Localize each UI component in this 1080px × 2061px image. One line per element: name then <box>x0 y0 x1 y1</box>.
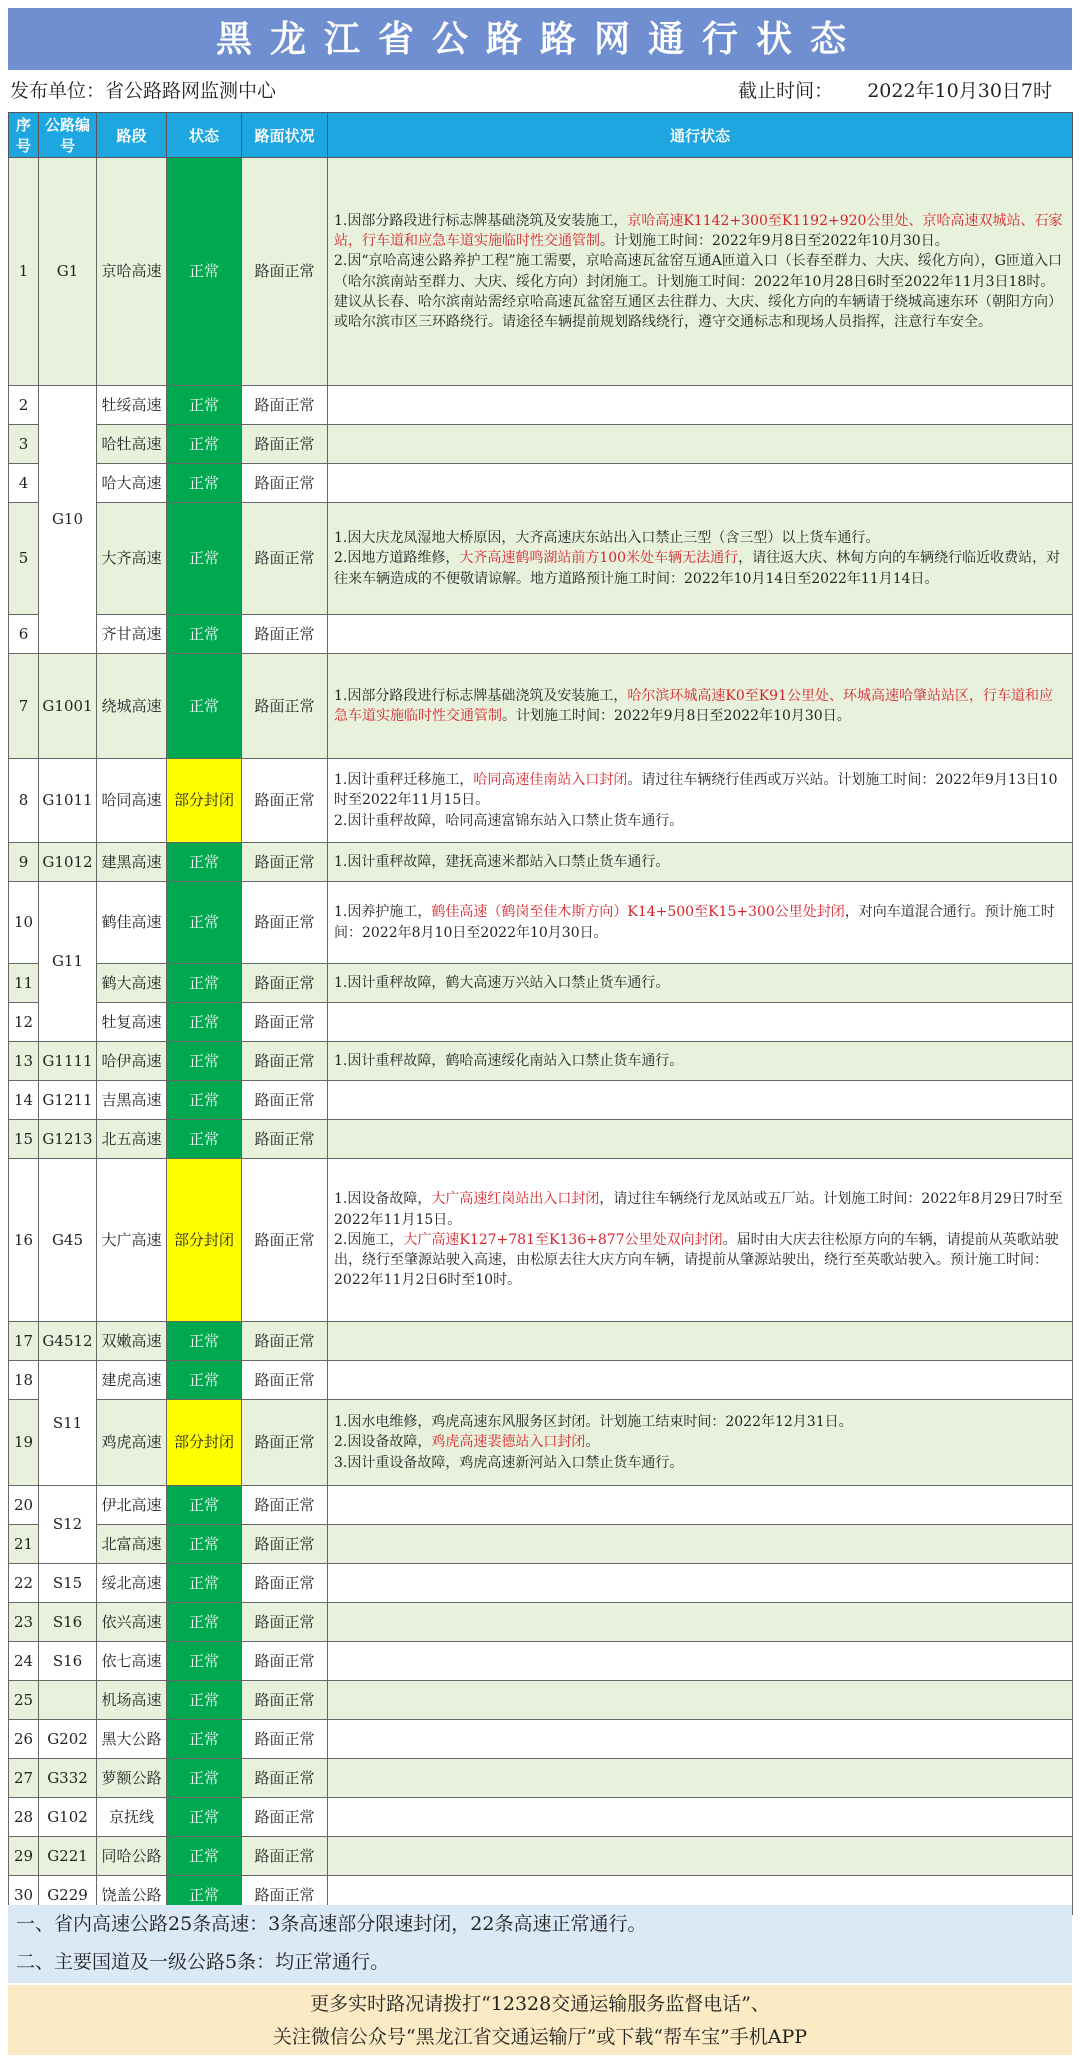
table-row <box>9 1642 1073 1681</box>
road-section: 绥北高速 <box>97 1564 167 1603</box>
notes-text: 1.因部分路段进行标志牌基础浇筑及安装施工， <box>334 687 628 704</box>
notes-highlight: 哈同高速佳南站入口封闭 <box>473 772 628 789</box>
table-row <box>9 1003 1073 1042</box>
surface-condition: 路面正常 <box>242 1720 328 1759</box>
surface-condition: 路面正常 <box>242 1003 328 1042</box>
status-cell: 正常 <box>167 843 242 882</box>
table-row <box>9 882 1073 964</box>
notes-text: 1.因计重秤故障，建抚高速米都站入口禁止货车通行。 <box>334 853 670 870</box>
status-cell: 正常 <box>167 1486 242 1525</box>
notes-text: 2.因“京哈高速公路养护工程”施工需要，京哈高速瓦盆窑互通A匝道入口（长春至群力、大庆、绥化方向），G匝道入口（哈尔滨南站至群力、大庆、绥化方向）封闭施工。计划施工时间：2022年10月28日6时至2022年11月3日18时。建议从长春、哈尔滨南站需经京哈高速瓦盆窑互通区去往群力、大庆、绥化方向的车辆请于绕城高速东环（朝阳方向）或哈尔滨市区三环路绕行。请途径车辆提前规划路线绕行，遵守交通标志和现场人员指挥，注意行车安全。 <box>334 253 1062 331</box>
table-row <box>9 615 1073 654</box>
road-section: 黑大公路 <box>97 1720 167 1759</box>
notes-paragraph <box>334 1051 1066 1071</box>
status-cell: 正常 <box>167 1003 242 1042</box>
row-number: 9 <box>9 843 39 882</box>
road-section: 建黑高速 <box>97 843 167 882</box>
road-code: G10 <box>39 386 97 654</box>
notes-text: 。请过往车辆绕行佳西或万兴站。计划施工时间：2022年9月13日10时至2022年11月15日。 <box>334 772 1058 809</box>
notes-highlight: 鹤佳高速（鹤岗至佳木斯方向）K14+500至K15+300公里处封闭 <box>431 904 845 921</box>
status-cell: 正常 <box>167 882 242 964</box>
traffic-notes <box>328 1720 1073 1759</box>
summary-line-2: 二、主要国道及一级公路5条：均正常通行。 <box>16 1951 390 1973</box>
row-number: 1 <box>9 158 39 386</box>
status-cell: 正常 <box>167 1681 242 1720</box>
notes-highlight: 哈尔滨环城高速K0至K91公里处、环城高速哈肇站站区，行车道和应急车道实施临时性交通管制 <box>334 687 1053 724</box>
traffic-notes <box>328 1042 1073 1081</box>
status-cell: 正常 <box>167 1603 242 1642</box>
traffic-notes <box>328 1525 1073 1564</box>
footer-panel <box>8 1985 1072 2055</box>
status-cell: 正常 <box>167 1525 242 1564</box>
page-title: 黑龙江省公路路网通行状态 <box>8 8 1072 70</box>
surface-condition: 路面正常 <box>242 158 328 386</box>
surface-condition: 路面正常 <box>242 1876 328 1915</box>
col-header-code: 公路编号 <box>39 113 97 158</box>
notes-paragraph <box>334 811 1066 831</box>
road-code: G332 <box>39 1759 97 1798</box>
row-number: 29 <box>9 1837 39 1876</box>
road-section: 大广高速 <box>97 1159 167 1322</box>
traffic-notes <box>328 1681 1073 1720</box>
surface-condition: 路面正常 <box>242 843 328 882</box>
row-number: 11 <box>9 964 39 1003</box>
road-section: 萝额公路 <box>97 1759 167 1798</box>
surface-condition: 路面正常 <box>242 964 328 1003</box>
col-header-section: 路段 <box>97 113 167 158</box>
row-number: 23 <box>9 1603 39 1642</box>
traffic-notes <box>328 759 1073 843</box>
row-number: 3 <box>9 425 39 464</box>
road-section: 牡绥高速 <box>97 386 167 425</box>
table-body <box>9 158 1073 1915</box>
notes-text: 1.因养护施工， <box>334 904 432 921</box>
traffic-notes <box>328 615 1073 654</box>
road-code: G1213 <box>39 1120 97 1159</box>
summary-panel <box>8 1905 1072 1983</box>
surface-condition: 路面正常 <box>242 1759 328 1798</box>
road-code: G4512 <box>39 1322 97 1361</box>
road-code: S16 <box>39 1642 97 1681</box>
road-code <box>39 1681 97 1720</box>
road-section: 牡复高速 <box>97 1003 167 1042</box>
traffic-notes <box>328 1120 1073 1159</box>
surface-condition: 路面正常 <box>242 1837 328 1876</box>
row-number: 6 <box>9 615 39 654</box>
road-status-table <box>8 112 1073 1915</box>
traffic-notes <box>328 1564 1073 1603</box>
traffic-notes <box>328 654 1073 759</box>
notes-text: 1.因水电维修，鸡虎高速东风服务区封闭。计划施工结束时间：2022年12月31日。 <box>334 1414 853 1431</box>
row-number: 26 <box>9 1720 39 1759</box>
traffic-notes <box>328 882 1073 964</box>
row-number: 17 <box>9 1322 39 1361</box>
road-code: G202 <box>39 1720 97 1759</box>
road-section: 绕城高速 <box>97 654 167 759</box>
notes-paragraph <box>334 1189 1066 1230</box>
row-number: 14 <box>9 1081 39 1120</box>
status-cell: 正常 <box>167 1720 242 1759</box>
notes-highlight: 大广高速红岗站出入口封闭 <box>431 1191 600 1208</box>
notes-text: ，请往返大庆、林甸方向的车辆绕行临近收费站，对往来车辆造成的不便敬请谅解。地方道路预计施工时间：2022年10月14日至2022年11月14日。 <box>334 550 1061 587</box>
table-row <box>9 158 1073 386</box>
table-row <box>9 1159 1073 1322</box>
footer-line-2: 关注微信公众号“黑龙江省交通运输厅”或下载“帮车宝”手机APP <box>272 2026 808 2048</box>
notes-paragraph <box>334 1432 1066 1452</box>
table-row <box>9 759 1073 843</box>
surface-condition: 路面正常 <box>242 1322 328 1361</box>
row-number: 22 <box>9 1564 39 1603</box>
notes-text: 1.因计重秤故障，鹤大高速万兴站入口禁止货车通行。 <box>334 974 670 991</box>
notes-paragraph <box>334 852 1066 872</box>
status-cell: 正常 <box>167 1876 242 1915</box>
status-cell: 部分封闭 <box>167 1400 242 1486</box>
road-section: 哈大高速 <box>97 464 167 503</box>
status-cell: 部分封闭 <box>167 759 242 843</box>
road-section: 哈伊高速 <box>97 1042 167 1081</box>
road-code: G102 <box>39 1798 97 1837</box>
table-row <box>9 1042 1073 1081</box>
notes-text: 。计划施工时间：2022年9月8日至2022年10月30日。 <box>600 232 949 249</box>
surface-condition: 路面正常 <box>242 425 328 464</box>
traffic-notes <box>328 1361 1073 1400</box>
notes-paragraph <box>334 528 1066 548</box>
traffic-notes <box>328 1159 1073 1322</box>
row-number: 21 <box>9 1525 39 1564</box>
surface-condition: 路面正常 <box>242 759 328 843</box>
road-section: 哈牡高速 <box>97 425 167 464</box>
notes-paragraph <box>334 1453 1066 1473</box>
row-number: 25 <box>9 1681 39 1720</box>
notes-highlight: 大齐高速鹤鸣湖站前方100米处车辆无法通行 <box>459 550 739 567</box>
publisher-label: 发布单位：省公路路网监测中心 <box>10 80 277 102</box>
notes-paragraph <box>334 251 1066 332</box>
road-section: 依兴高速 <box>97 1603 167 1642</box>
surface-condition: 路面正常 <box>242 615 328 654</box>
surface-condition: 路面正常 <box>242 1564 328 1603</box>
notes-paragraph <box>334 902 1066 943</box>
col-header-status: 状态 <box>167 113 242 158</box>
road-section: 大齐高速 <box>97 503 167 615</box>
surface-condition: 路面正常 <box>242 386 328 425</box>
status-cell: 正常 <box>167 1081 242 1120</box>
col-header-surface: 路面状况 <box>242 113 328 158</box>
surface-condition: 路面正常 <box>242 1681 328 1720</box>
table-row <box>9 1120 1073 1159</box>
notes-text: 1.因计重秤故障，鹤哈高速绥化南站入口禁止货车通行。 <box>334 1052 684 1069</box>
road-section: 吉黑高速 <box>97 1081 167 1120</box>
status-cell: 部分封闭 <box>167 1159 242 1322</box>
row-number: 19 <box>9 1400 39 1486</box>
table-row <box>9 1681 1073 1720</box>
road-code: G1 <box>39 158 97 386</box>
road-code: G1211 <box>39 1081 97 1120</box>
surface-condition: 路面正常 <box>242 1642 328 1681</box>
notes-paragraph <box>334 973 1066 993</box>
notes-text: 。 <box>585 1434 600 1451</box>
row-number: 13 <box>9 1042 39 1081</box>
road-code: G1012 <box>39 843 97 882</box>
row-number: 15 <box>9 1120 39 1159</box>
row-number: 20 <box>9 1486 39 1525</box>
notes-text: 2.因施工， <box>334 1231 404 1248</box>
status-cell: 正常 <box>167 386 242 425</box>
row-number: 24 <box>9 1642 39 1681</box>
road-code: G1011 <box>39 759 97 843</box>
road-code: G1111 <box>39 1042 97 1081</box>
table-row <box>9 964 1073 1003</box>
col-header-no: 序号 <box>9 113 39 158</box>
table-row <box>9 1837 1073 1876</box>
traffic-notes <box>328 1322 1073 1361</box>
surface-condition: 路面正常 <box>242 503 328 615</box>
notes-paragraph <box>334 770 1066 811</box>
traffic-notes <box>328 503 1073 615</box>
traffic-notes <box>328 158 1073 386</box>
table-row <box>9 1525 1073 1564</box>
table-row <box>9 1798 1073 1837</box>
table-row <box>9 1603 1073 1642</box>
notes-text: ，对向车道混合通行。预计施工时间：2022年8月10日至2022年10月30日。 <box>334 904 1055 941</box>
row-number: 2 <box>9 386 39 425</box>
surface-condition: 路面正常 <box>242 882 328 964</box>
table-row <box>9 1081 1073 1120</box>
table-row <box>9 386 1073 425</box>
deadline <box>738 74 1052 108</box>
deadline-value: 2022年10月30日7时 <box>867 80 1052 102</box>
notes-text: 2.因设备故障， <box>334 1434 432 1451</box>
traffic-notes <box>328 464 1073 503</box>
status-cell: 正常 <box>167 425 242 464</box>
traffic-notes <box>328 843 1073 882</box>
notes-text: 1.因计重秤迁移施工， <box>334 772 474 789</box>
row-number: 4 <box>9 464 39 503</box>
status-cell: 正常 <box>167 1837 242 1876</box>
status-cell: 正常 <box>167 1322 242 1361</box>
road-code: S16 <box>39 1603 97 1642</box>
table-row <box>9 654 1073 759</box>
traffic-notes <box>328 1798 1073 1837</box>
road-code: S12 <box>39 1486 97 1564</box>
notes-highlight: 京哈高速K1142+300至K1192+920公里处、京哈高速双城站、石家站，行车道和应急车道实施临时性交通管制 <box>334 212 1063 249</box>
deadline-label: 截止时间： <box>738 80 834 102</box>
notes-text: 1.因大庆龙凤湿地大桥原因，大齐高速庆东站出入口禁止三型（含三型）以上货车通行。 <box>334 530 880 547</box>
surface-condition: 路面正常 <box>242 1525 328 1564</box>
road-section: 双嫩高速 <box>97 1322 167 1361</box>
status-cell: 正常 <box>167 1798 242 1837</box>
road-code: G45 <box>39 1159 97 1322</box>
notes-paragraph <box>334 686 1066 727</box>
status-cell: 正常 <box>167 1042 242 1081</box>
traffic-notes <box>328 1486 1073 1525</box>
table-row <box>9 1361 1073 1400</box>
summary-line-1: 一、省内高速公路25条高速：3条高速部分限速封闭，22条高速正常通行。 <box>16 1913 647 1935</box>
row-number: 10 <box>9 882 39 964</box>
row-number: 28 <box>9 1798 39 1837</box>
traffic-notes <box>328 1642 1073 1681</box>
surface-condition: 路面正常 <box>242 1361 328 1400</box>
status-cell: 正常 <box>167 1759 242 1798</box>
row-number: 30 <box>9 1876 39 1915</box>
notes-paragraph <box>334 1412 1066 1432</box>
surface-condition: 路面正常 <box>242 1159 328 1322</box>
road-section: 哈同高速 <box>97 759 167 843</box>
traffic-notes <box>328 1759 1073 1798</box>
road-section: 京抚线 <box>97 1798 167 1837</box>
row-number: 8 <box>9 759 39 843</box>
notes-paragraph <box>334 1230 1066 1291</box>
road-section: 齐甘高速 <box>97 615 167 654</box>
status-cell: 正常 <box>167 1642 242 1681</box>
row-number: 18 <box>9 1361 39 1400</box>
table-row <box>9 1759 1073 1798</box>
surface-condition: 路面正常 <box>242 1081 328 1120</box>
footer-line-1: 更多实时路况请拨打“12328交通运输服务监督电话”、 <box>310 1993 770 2015</box>
notes-text: 2.因计重秤故障，哈同高速富锦东站入口禁止货车通行。 <box>334 812 684 829</box>
road-code: S11 <box>39 1361 97 1486</box>
col-header-traffic: 通行状态 <box>328 113 1073 158</box>
road-section: 鹤佳高速 <box>97 882 167 964</box>
status-cell: 正常 <box>167 158 242 386</box>
traffic-notes <box>328 964 1073 1003</box>
surface-condition: 路面正常 <box>242 464 328 503</box>
surface-condition: 路面正常 <box>242 1042 328 1081</box>
row-number: 27 <box>9 1759 39 1798</box>
status-cell: 正常 <box>167 503 242 615</box>
table-row <box>9 1486 1073 1525</box>
traffic-notes <box>328 1081 1073 1120</box>
road-code: S15 <box>39 1564 97 1603</box>
status-cell: 正常 <box>167 464 242 503</box>
notes-text: ，请过往车辆绕行龙凤站或五厂站。计划施工时间：2022年8月29日7时至2022年11月15日。 <box>334 1191 1063 1228</box>
notes-highlight: 鸡虎高速裴德站入口封闭 <box>431 1434 586 1451</box>
traffic-notes <box>328 1837 1073 1876</box>
table-row <box>9 464 1073 503</box>
status-cell: 正常 <box>167 1564 242 1603</box>
traffic-notes <box>328 1400 1073 1486</box>
table-row <box>9 1720 1073 1759</box>
notes-text: 。计划施工时间：2022年9月8日至2022年10月30日。 <box>502 708 851 724</box>
road-section: 鹤大高速 <box>97 964 167 1003</box>
road-section: 饶盖公路 <box>97 1876 167 1915</box>
road-section: 建虎高速 <box>97 1361 167 1400</box>
traffic-notes <box>328 386 1073 425</box>
status-cell: 正常 <box>167 654 242 759</box>
row-number: 16 <box>9 1159 39 1322</box>
surface-condition: 路面正常 <box>242 1400 328 1486</box>
row-number: 12 <box>9 1003 39 1042</box>
traffic-notes <box>328 1003 1073 1042</box>
table-row <box>9 503 1073 615</box>
traffic-notes <box>328 1603 1073 1642</box>
table-row <box>9 1322 1073 1361</box>
notes-text: 1.因设备故障， <box>334 1191 432 1208</box>
status-cell: 正常 <box>167 615 242 654</box>
road-code: G229 <box>39 1876 97 1915</box>
notes-text: 。届时由大庆去往松原方向的车辆，请提前从英歌站驶出，绕行至肇源站驶入高速，由松原去往大庆方向车辆，请提前从肇源站驶出，绕行至英歌站驶入。预计施工时间：2022年11月2日6时至10时。 <box>334 1231 1059 1289</box>
surface-condition: 路面正常 <box>242 1603 328 1642</box>
surface-condition: 路面正常 <box>242 1486 328 1525</box>
road-section: 伊北高速 <box>97 1486 167 1525</box>
row-number: 5 <box>9 503 39 615</box>
surface-condition: 路面正常 <box>242 1120 328 1159</box>
road-section: 依七高速 <box>97 1642 167 1681</box>
surface-condition: 路面正常 <box>242 1798 328 1837</box>
status-cell: 正常 <box>167 1361 242 1400</box>
table-header-row <box>9 113 1073 158</box>
notes-text: 2.因地方道路维修， <box>334 550 460 567</box>
surface-condition: 路面正常 <box>242 654 328 759</box>
road-code: G1001 <box>39 654 97 759</box>
notes-paragraph <box>334 548 1066 589</box>
road-section: 京哈高速 <box>97 158 167 386</box>
row-number: 7 <box>9 654 39 759</box>
status-cell: 正常 <box>167 964 242 1003</box>
notes-paragraph <box>334 211 1066 252</box>
table-row <box>9 843 1073 882</box>
road-section: 鸡虎高速 <box>97 1400 167 1486</box>
table-row <box>9 1564 1073 1603</box>
status-cell: 正常 <box>167 1120 242 1159</box>
table-row <box>9 425 1073 464</box>
road-section: 北五高速 <box>97 1120 167 1159</box>
notes-highlight: 大广高速K127+781至K136+877公里处双向封闭 <box>403 1231 723 1248</box>
road-code: G221 <box>39 1837 97 1876</box>
road-code: G11 <box>39 882 97 1042</box>
notes-text: 1.因部分路段进行标志牌基础浇筑及安装施工， <box>334 212 628 229</box>
notes-text: 3.因计重设备故障，鸡虎高速新河站入口禁止货车通行。 <box>334 1454 684 1471</box>
table-row <box>9 1400 1073 1486</box>
road-section: 机场高速 <box>97 1681 167 1720</box>
road-section: 同哈公路 <box>97 1837 167 1876</box>
traffic-notes <box>328 425 1073 464</box>
road-section: 北富高速 <box>97 1525 167 1564</box>
